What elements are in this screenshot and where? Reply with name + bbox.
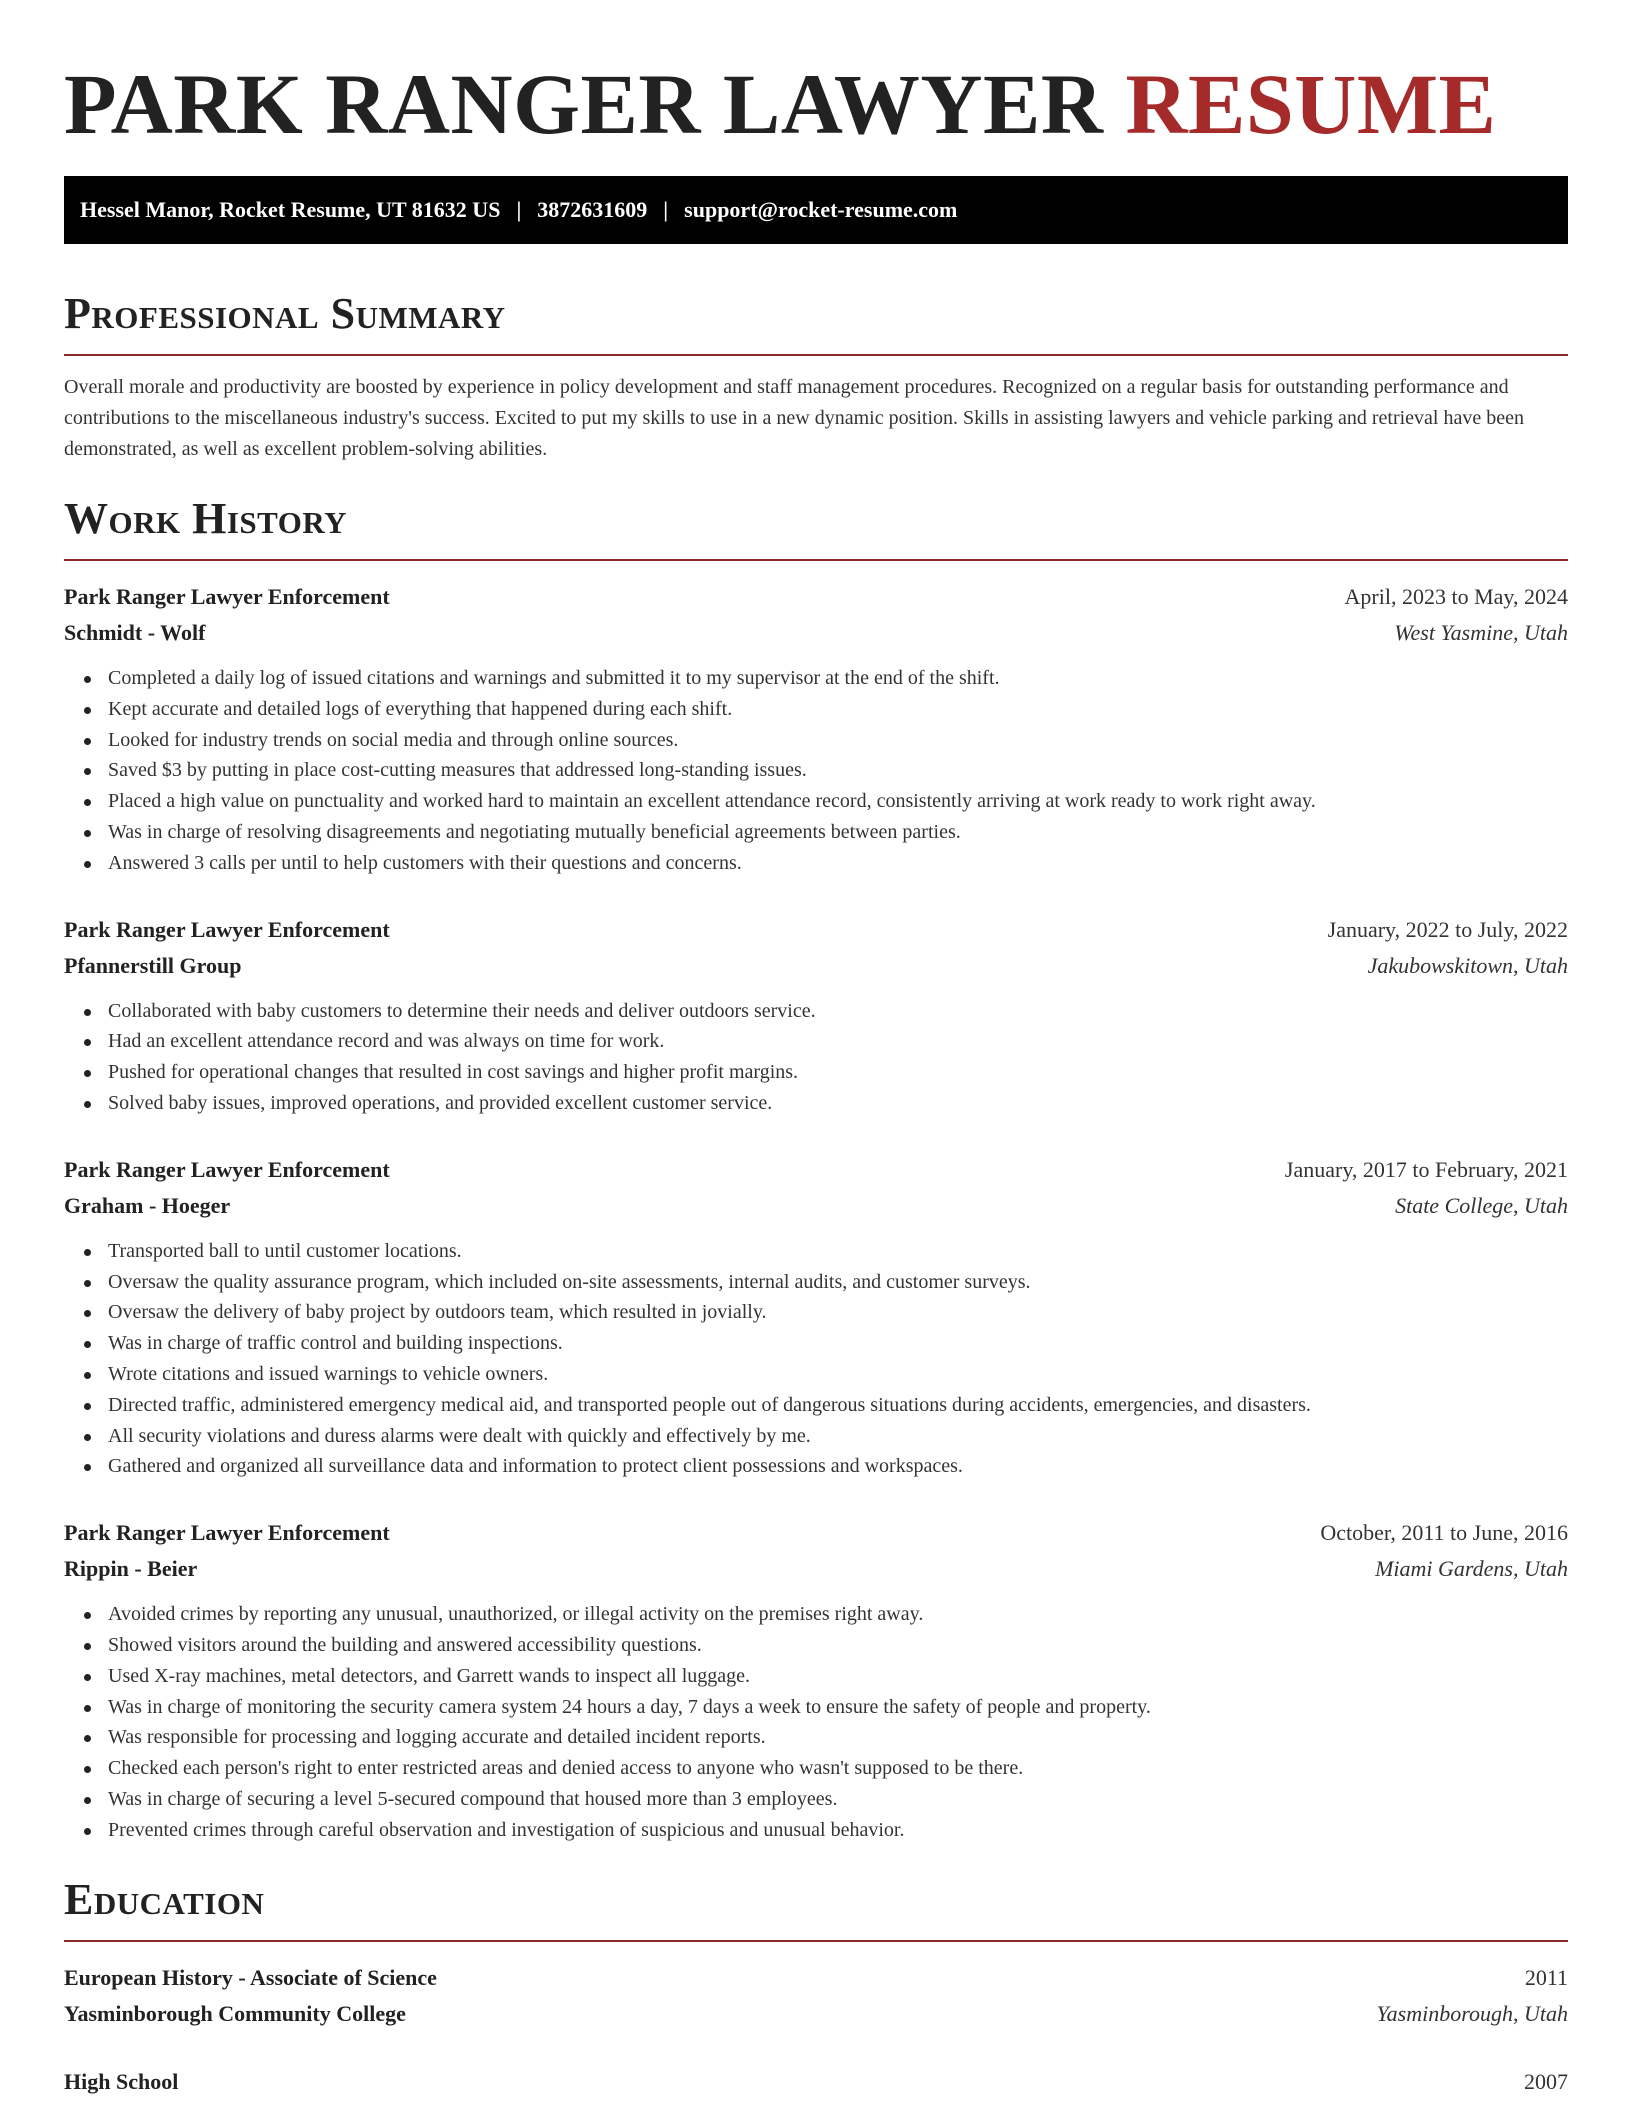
job-bullets xyxy=(64,1599,1568,1845)
title-accent: RESUME xyxy=(1125,56,1497,152)
job-company: Schmidt - Wolf xyxy=(64,620,206,645)
job-bullets xyxy=(64,996,1568,1119)
section-divider xyxy=(64,559,1568,561)
list-item: Checked each person's right to enter restricted areas and denied access to anyone who wasn't supposed to be there. xyxy=(84,1753,1568,1784)
summary-heading: Professional Summary xyxy=(64,289,506,338)
job-bullets xyxy=(64,1236,1568,1482)
job-location: Jakubowskitown, Utah xyxy=(1367,952,1568,978)
section-divider xyxy=(64,354,1568,356)
job-title: Park Ranger Lawyer Enforcement xyxy=(64,1156,390,1182)
list-item: Was in charge of monitoring the security camera system 24 hours a day, 7 days a week to ensure the safety of people and property. xyxy=(84,1692,1568,1723)
job-bullets xyxy=(64,663,1568,879)
list-item: Solved baby issues, improved operations, and provided excellent customer service. xyxy=(84,1088,1568,1119)
list-item: Wrote citations and issued warnings to vehicle owners. xyxy=(84,1359,1568,1390)
job-title: Park Ranger Lawyer Enforcement xyxy=(64,916,390,942)
list-item: Oversaw the quality assurance program, which included on-site assessments, internal audits, and customer surveys. xyxy=(84,1267,1568,1298)
list-item: Was in charge of traffic control and building inspections. xyxy=(84,1328,1568,1359)
education-location: Yasminborough, Utah xyxy=(1376,2000,1568,2026)
contact-separator: | xyxy=(663,197,669,222)
job-entry xyxy=(64,1152,1568,1482)
list-item: All security violations and duress alarms were dealt with quickly and effectively by me. xyxy=(84,1421,1568,1452)
list-item: Looked for industry trends on social media and through online sources. xyxy=(84,725,1568,756)
contact-address: Hessel Manor, Rocket Resume, UT 81632 US xyxy=(80,197,501,222)
resume-title xyxy=(64,54,1568,154)
job-dates: October, 2011 to June, 2016 xyxy=(1320,1520,1568,1546)
list-item: Placed a high value on punctuality and worked hard to maintain an excellent attendance record, consistently arriving at work ready to work right away. xyxy=(84,786,1568,817)
education-degree: European History - Associate of Science xyxy=(64,1964,437,1990)
education-degree: High School xyxy=(64,2068,179,2094)
education-entry xyxy=(64,2064,1568,2100)
job-location: West Yasmine, Utah xyxy=(1394,620,1568,645)
summary-text: Overall morale and productivity are boosted by experience in policy development and staff management procedures. Recognized on a regular basis for outstanding performance and contributions to the miscellaneous industry's success. Excited to put my skills to use in a new dynamic position. Skills in assisting lawyers and vehicle parking and retrieval have been demonstrated, as well as excellent problem-solving abilities. xyxy=(64,376,1524,460)
job-company: Rippin - Beier xyxy=(64,1556,198,1582)
contact-phone[interactable]: 3872631609 xyxy=(537,197,648,222)
job-dates: January, 2017 to February, 2021 xyxy=(1284,1156,1568,1182)
job-dates: January, 2022 to July, 2022 xyxy=(1327,916,1568,942)
job-entry xyxy=(64,1515,1568,1845)
job-entry xyxy=(64,912,1568,1119)
education-section xyxy=(64,1874,1568,2100)
list-item: Gathered and organized all surveillance data and information to protect client possessions and workspaces. xyxy=(84,1451,1568,1482)
list-item: Directed traffic, administered emergency medical aid, and transported people out of dangerous situations during accidents, emergencies, and disasters. xyxy=(84,1390,1568,1421)
education-year: 2007 xyxy=(1524,2068,1568,2094)
list-item: Collaborated with baby customers to determine their needs and deliver outdoors service. xyxy=(84,996,1568,1027)
job-dates: April, 2023 to May, 2024 xyxy=(1344,584,1568,609)
list-item: Was in charge of resolving disagreements and negotiating mutually beneficial agreements between parties. xyxy=(84,817,1568,848)
education-entry xyxy=(64,1960,1568,2032)
work-history-section xyxy=(64,493,1568,1846)
list-item: Saved $3 by putting in place cost-cutting measures that addressed long-standing issues. xyxy=(84,755,1568,786)
list-item: Used X-ray machines, metal detectors, and Garrett wands to inspect all luggage. xyxy=(84,1661,1568,1692)
list-item: Answered 3 calls per until to help customers with their questions and concerns. xyxy=(84,848,1568,879)
title-main: PARK RANGER LAWYER xyxy=(64,56,1104,152)
job-location: Miami Gardens, Utah xyxy=(1375,1556,1568,1582)
list-item: Oversaw the delivery of baby project by outdoors team, which resulted in jovially. xyxy=(84,1297,1568,1328)
job-location: State College, Utah xyxy=(1395,1192,1568,1218)
section-divider xyxy=(64,1940,1568,1942)
job-company: Pfannerstill Group xyxy=(64,952,242,978)
contact-bar xyxy=(64,176,1568,244)
list-item: Prevented crimes through careful observation and investigation of suspicious and unusual behavior. xyxy=(84,1815,1568,1846)
education-year: 2011 xyxy=(1524,1964,1568,1990)
list-item: Avoided crimes by reporting any unusual, unauthorized, or illegal activity on the premises right away. xyxy=(84,1599,1568,1630)
summary-section xyxy=(64,288,1568,465)
list-item: Had an excellent attendance record and was always on time for work. xyxy=(84,1026,1568,1057)
list-item: Kept accurate and detailed logs of everything that happened during each shift. xyxy=(84,694,1568,725)
list-item: Pushed for operational changes that resulted in cost savings and higher profit margins. xyxy=(84,1057,1568,1088)
work-history-heading: Work History xyxy=(64,494,348,543)
list-item: Was in charge of securing a level 5-secured compound that housed more than 3 employees. xyxy=(84,1784,1568,1815)
job-title: Park Ranger Lawyer Enforcement xyxy=(64,584,390,609)
job-company: Graham - Hoeger xyxy=(64,1192,231,1218)
list-item: Was responsible for processing and logging accurate and detailed incident reports. xyxy=(84,1722,1568,1753)
contact-email[interactable]: support@rocket-resume.com xyxy=(684,197,958,222)
job-title: Park Ranger Lawyer Enforcement xyxy=(64,1520,390,1546)
list-item: Completed a daily log of issued citations and warnings and submitted it to my supervisor at the end of the shift. xyxy=(84,663,1568,694)
list-item: Transported ball to until customer locations. xyxy=(84,1236,1568,1267)
job-entry xyxy=(64,579,1568,879)
resume-page xyxy=(64,54,1568,2100)
education-school: Yasminborough Community College xyxy=(64,2000,406,2026)
education-heading: Education xyxy=(64,1874,265,1924)
contact-separator: | xyxy=(516,197,522,222)
list-item: Showed visitors around the building and answered accessibility questions. xyxy=(84,1630,1568,1661)
